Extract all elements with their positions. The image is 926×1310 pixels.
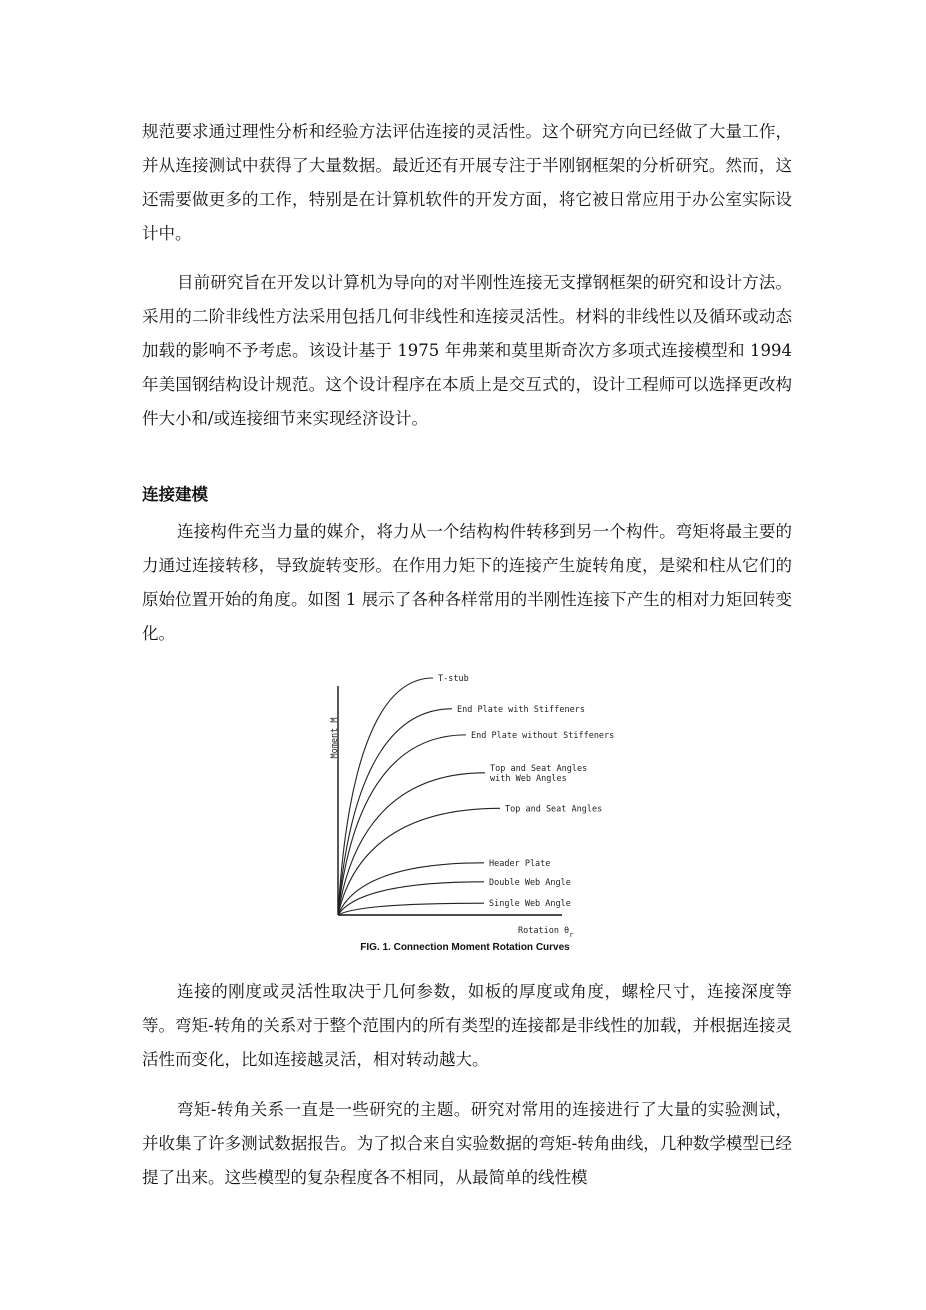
section-heading: 连接建模 xyxy=(142,485,208,504)
curve-label-end-plate-without-stiffeners: End Plate without Stiffeners xyxy=(471,730,615,741)
paragraph-4: 连接的刚度或灵活性取决于几何参数，如板的厚度或角度，螺栓尺寸，连接深度等等。弯矩-转角的关系对于整个范围内的所有类型的连接都是非线性的加载，并根据连接灵活性而变化，比如连接越灵活，相对转动越大。 xyxy=(142,982,792,1069)
paragraph-2: 目前研究旨在开发以计算机为导向的对半刚性连接无支撑钢框架的研究和设计方法。采用的二阶非线性方法采用包括几何非线性和连接灵活性。材料的非线性以及循环或动态加载的影响不予考虑。该设计基于 1975 年弗莱和莫里斯奇次方多项式连接模型和 1994 年美国钢结构设计规范。这个设计程序在本质上是交互式的，设计工程师可以选择更改构件大小和/或连接细节来实现经济设计。 xyxy=(142,273,792,428)
curve-t-stub xyxy=(338,678,433,915)
curve-label-end-plate-with-stiffeners: End Plate with Stiffeners xyxy=(457,704,585,715)
chart-labels xyxy=(438,674,614,909)
figure-caption: FIG. 1. Connection Moment Rotation Curves xyxy=(360,942,570,953)
x-axis-label xyxy=(518,926,573,938)
paragraph-3: 连接构件充当力量的媒介，将力从一个结构构件转移到另一个构件。弯矩将最主要的力通过连接转移，导致旋转变形。在作用力矩下的连接产生旋转角度，是梁和柱从它们的原始位置开始的角度。如图 1 展示了各种各样常用的半刚性连接下产生的相对力矩回转变化。 xyxy=(142,522,792,643)
figure-1 xyxy=(300,668,630,963)
x-axis-label-subscript: r xyxy=(569,931,574,938)
paragraph-1: 规范要求通过理性分析和经验方法评估连接的灵活性。这个研究方向已经做了大量工作，并从连接测试中获得了大量数据。最近还有开展专注于半刚钢框架的分析研究。然而，这还需要做更多的工作，特别是在计算机软件的开发方面，将它被日常应用于办公室实际设计中。 xyxy=(142,122,792,243)
moment-rotation-chart xyxy=(300,668,630,938)
curve-label-top-and-seat-angles: Top and Seat Angles xyxy=(505,804,603,815)
curve-end-plate-with-stiffeners xyxy=(338,709,452,915)
paragraph-5: 弯矩-转角关系一直是一些研究的主题。研究对常用的连接进行了大量的实验测试，并收集了许多测试数据报告。为了拟合来自实验数据的弯矩-转角曲线，几种数学模型已经提了出来。这些模型的复杂程度各不相同，从最简单的线性模 xyxy=(142,1100,792,1187)
curve-header-plate xyxy=(338,863,484,915)
y-axis-label: Moment M xyxy=(330,717,340,759)
curve-label-t-stub: T-stub xyxy=(438,674,469,684)
curve-double-web-angle xyxy=(338,882,484,915)
curve-single-web-angle xyxy=(338,903,484,915)
curve-label-header-plate: Header Plate xyxy=(489,858,551,869)
curve-top-and-seat-angles xyxy=(338,808,500,915)
curve-label-top-and-seat-angles-with-web-angles: Top and Seat Angles with Web Angles xyxy=(490,763,588,784)
x-axis-label-main: Rotation θ xyxy=(518,926,570,936)
curve-label-single-web-angle: Single Web Angle xyxy=(489,899,571,910)
curve-end-plate-without-stiffeners xyxy=(338,735,466,915)
curve-label-double-web-angle: Double Web Angle xyxy=(489,877,571,888)
